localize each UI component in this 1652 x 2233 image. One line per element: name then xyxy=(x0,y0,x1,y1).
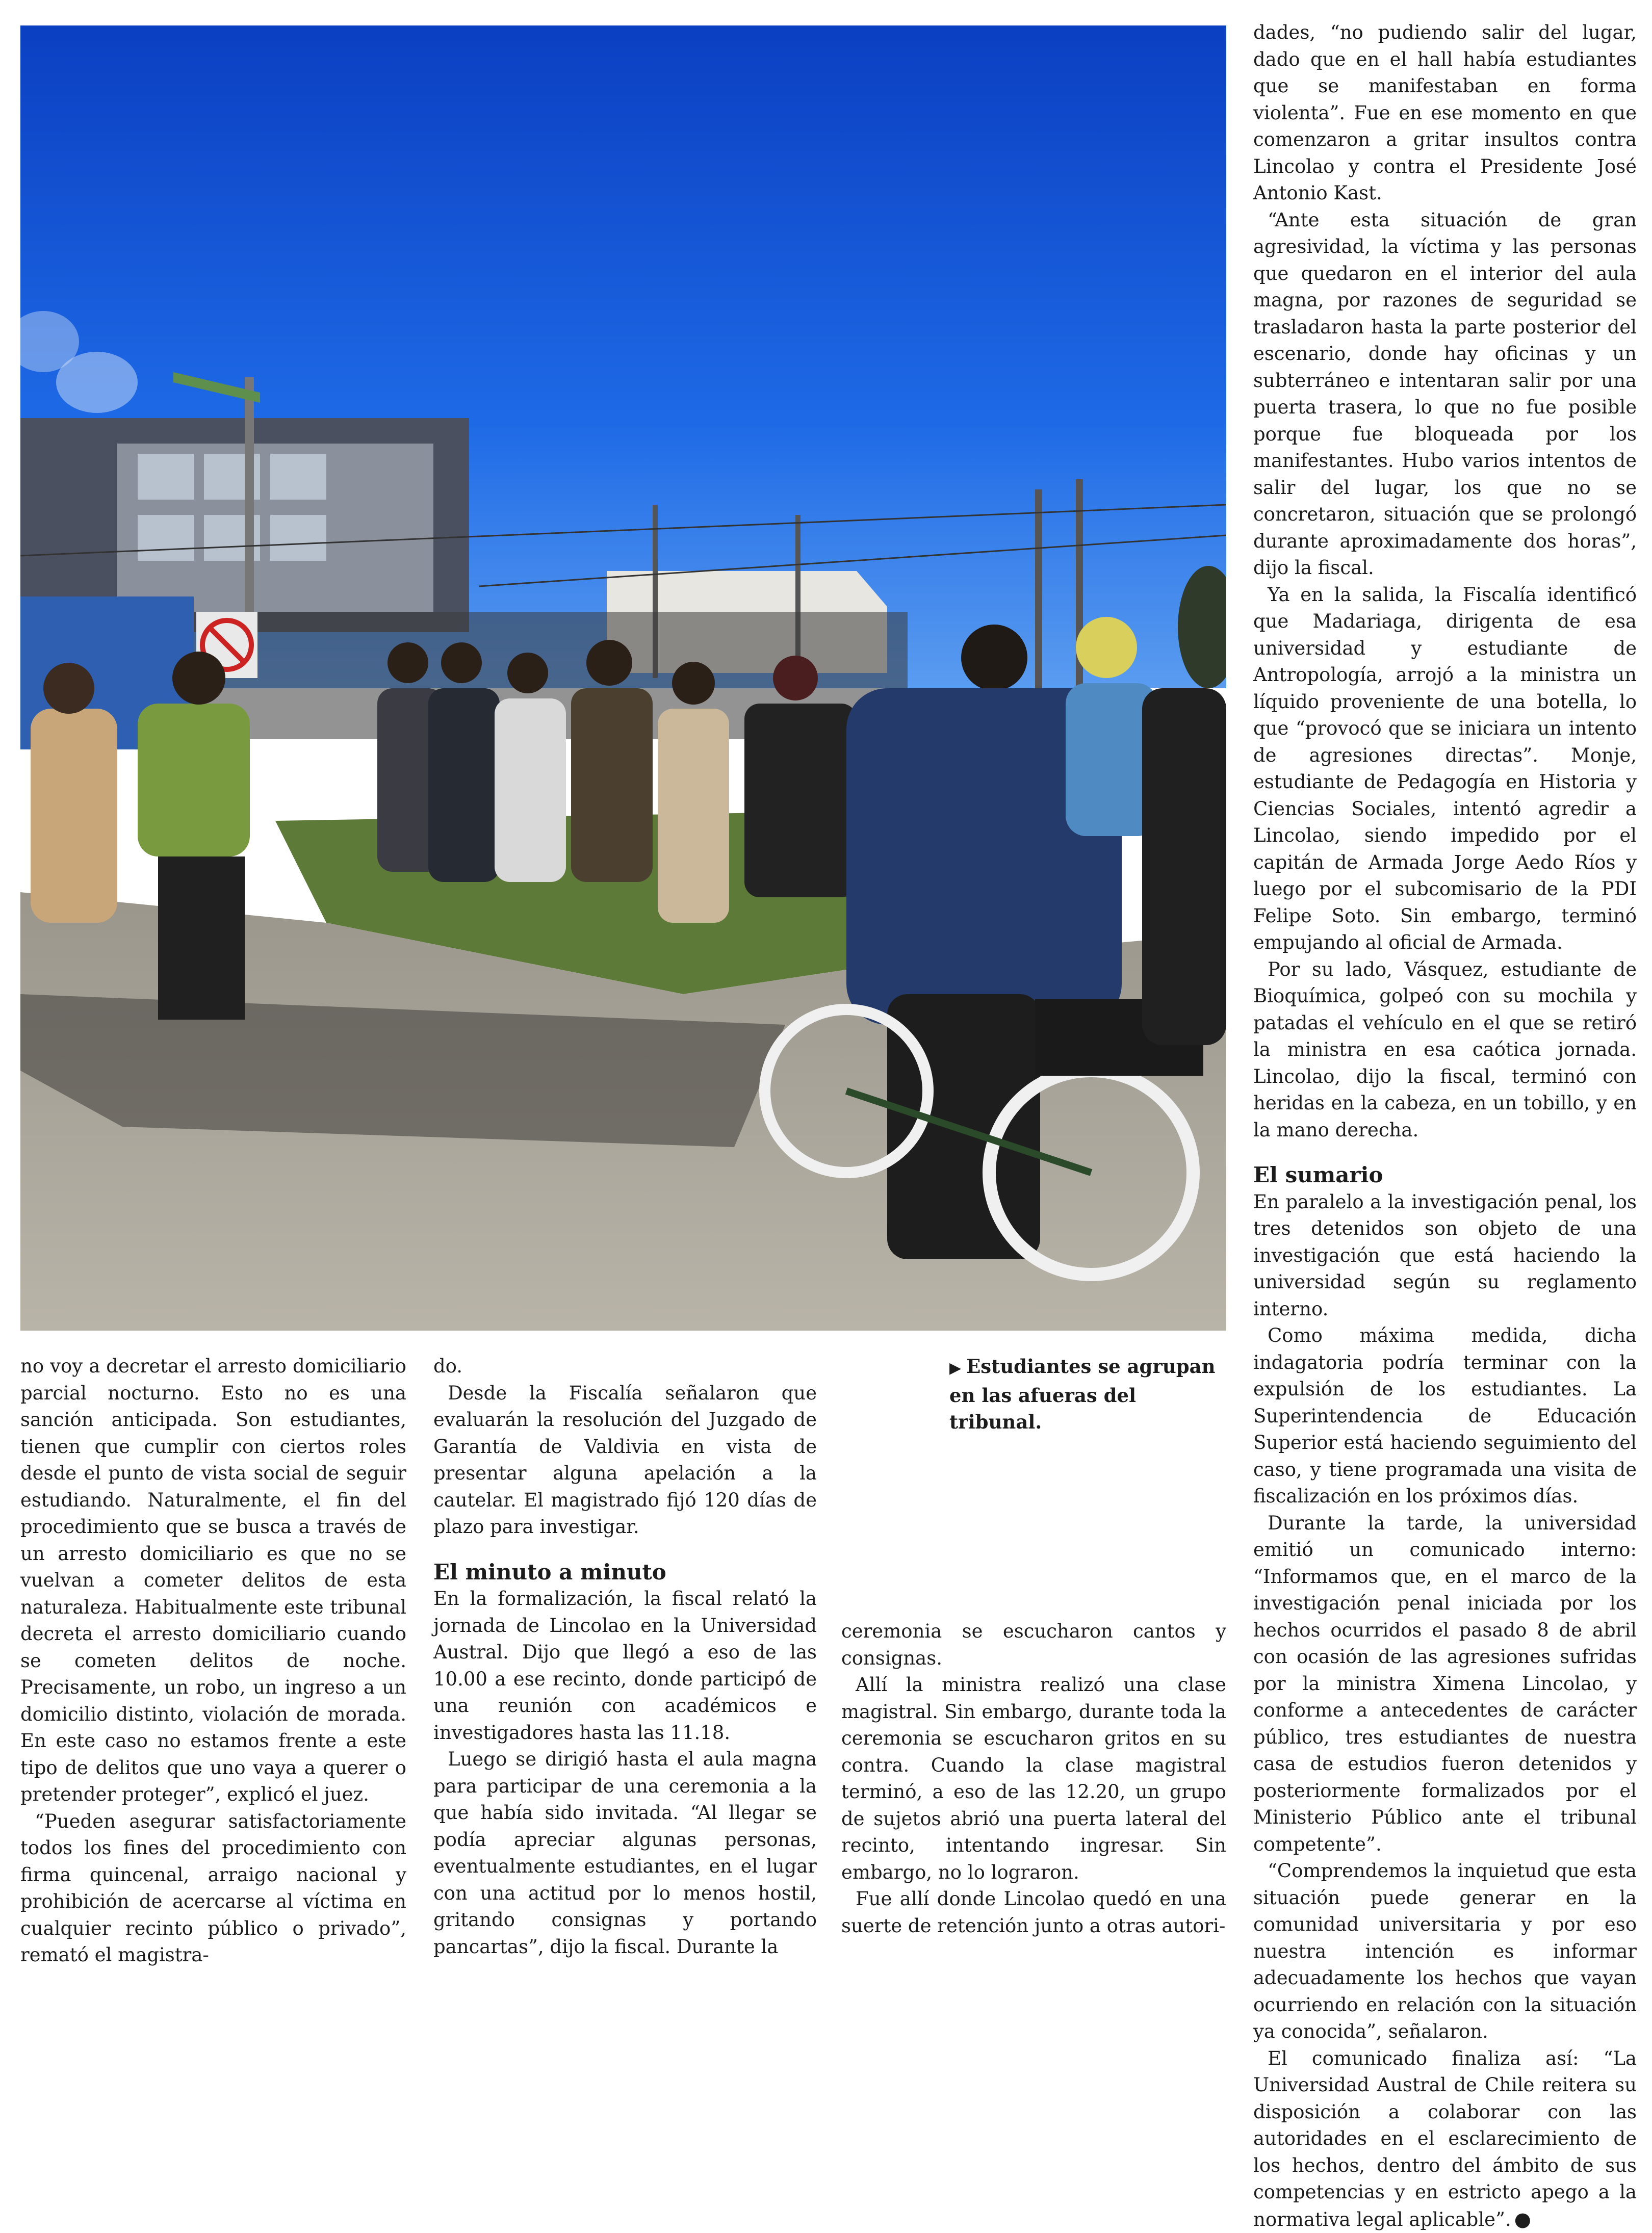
article-column-2 xyxy=(433,1353,817,1960)
paragraph: ceremonia se escucharon cantos y consignas. xyxy=(841,1618,1226,1672)
paragraph: Durante la tarde, la universidad emitió un comunicado interno: “Informamos que, en el marco de la investigación penal iniciada por los hechos ocurridos el pasado 8 de abril con ocasión de las agresiones sufridas por la ministra Ximena Lincolao, y conforme a antecedentes de carácter público, tres estudiantes de nuestra casa de estudios fueron detenidos y posteriormente formalizados por el Ministerio Público ante el tribunal competente”. xyxy=(1253,1510,1637,1858)
paragraph: do. xyxy=(433,1353,817,1380)
paragraph: Por su lado, Vásquez, estudiante de Bioquímica, golpeó con su mochila y patadas el vehículo en el que se retiró la ministra en esa caótica jornada. Lincolao, dijo la fiscal, terminó con heridas en la cabeza, en un tobillo, y en la mano derecha. xyxy=(1253,956,1637,1144)
paragraph: “Comprendemos la inquietud que esta situación puede generar en la comunidad universitaria y por eso nuestra intención es informar adecuadamente los hechos que vayan ocurriendo en relación con la situación ya conocida”, señalaron. xyxy=(1253,1858,1637,2045)
caption-arrow-icon: ▶ xyxy=(949,1359,961,1377)
article-column-4 xyxy=(1253,19,1637,2233)
end-of-article-icon: ● xyxy=(1514,2208,1531,2230)
paragraph: Desde la Fiscalía señalaron que evaluarán la resolución del Juzgado de Garantía de Valdivia en vista de presentar alguna apelación a la cautelar. El magistrado fijó 120 días de plazo para investigar. xyxy=(433,1380,817,1541)
closing-paragraph-text: El comunicado finaliza así: “La Universidad Austral de Chile reitera su disposición a colaborar con las autoridades en el esclarecimiento de los hechos, dentro del ámbito de sus competencias y en estricto apego a la normativa legal aplicable”. xyxy=(1253,2047,1637,2230)
paragraph: “Ante esta situación de gran agresividad, la víctima y las personas que quedaron en el interior del aula magna, por razones de seguridad se trasladaron hasta la parte posterior del escenario, donde hay oficinas y un subterráneo e intentaran salir por una puerta trasera, lo que no fue posible porque fue bloqueada por los manifestantes. Hubo varios intentos de salir del lugar, los que no se concretaron, situación que se prolongó durante aproximadamente dos horas”, dijo la fiscal. xyxy=(1253,207,1637,582)
paragraph: no voy a decretar el arresto domiciliario parcial nocturno. Esto no es una sanción anticipada. Son estudiantes, tienen que cumplir con ciertos roles desde el punto de vista social de seguir estudiando. Naturalmente, el fin del procedimiento que se busca a través de un arresto domiciliario es que no se vuelvan a cometer delitos de esta naturaleza. Habitualmente este tribunal decreta el arresto domiciliario cuando se cometen delitos de noche. Precisamente, un robo, un ingreso a un domicilio distinto, violación de morada. En este caso no estamos frente a este tipo de delitos que uno vaya a querer o pretender proteger”, explicó el juez. xyxy=(20,1353,406,1808)
news-photo xyxy=(20,25,1226,1331)
section-heading: El sumario xyxy=(1253,1162,1637,1189)
paragraph: Fue allí donde Lincolao quedó en una suerte de retención junto a otras autori- xyxy=(841,1886,1226,1939)
paragraph xyxy=(1253,2045,1637,2233)
paragraph: Como máxima medida, dicha indagatoria podría terminar con la expulsión de los estudiantes. La Superintendencia de Educación Superior está haciendo seguimiento del caso, y tiene programada una visita de fiscalización en los próximos días. xyxy=(1253,1322,1637,1510)
article-column-3 xyxy=(841,1618,1226,1939)
paragraph: Ya en la salida, la Fiscalía identificó que Madariaga, dirigenta de esa universidad y estudiante de Antropología, arrojó a la ministra un líquido proveniente de una botella, lo que “provocó que se iniciara un intento de agresiones directas”. Monje, estudiante de Pedagogía en Historia y Ciencias Sociales, intentó agredir a Lincolao, siendo impedido por el capitán de Armada Jorge Aedo Ríos y luego por el subcomisario de la PDI Felipe Soto. Sin embargo, terminó empujando al oficial de Armada. xyxy=(1253,582,1637,956)
section-heading: El minuto a minuto xyxy=(433,1559,817,1586)
paragraph: “Pueden asegurar satisfactoriamente todos los fines del procedimiento con firma quincenal, arraigo nacional y prohibición de acercarse al víctima en cualquier recinto público o privado”, remató el magistra- xyxy=(20,1808,406,1969)
paragraph: dades, “no pudiendo salir del lugar, dado que en el hall había estudiantes que se manifestaban en forma violenta”. Fue en ese momento en que comenzaron a gritar insultos contra Lincolao y contra el Presidente José Antonio Kast. xyxy=(1253,19,1637,207)
photo-caption xyxy=(949,1353,1225,1436)
paragraph: Allí la ministra realizó una clase magistral. Sin embargo, durante toda la ceremonia se escucharon gritos en su contra. Cuando la clase magistral terminó, a eso de las 12.20, un grupo de sujetos abrió una puerta lateral del recinto, intentando ingresar. Sin embargo, no lo lograron. xyxy=(841,1672,1226,1886)
photo-illustration xyxy=(20,25,1226,1331)
caption-text: Estudiantes se agrupan en las afueras del tribunal. xyxy=(949,1355,1216,1433)
article-column-1 xyxy=(20,1353,406,1969)
paragraph: En paralelo a la investigación penal, los tres detenidos son objeto de una investigación que está haciendo la universidad según su reglamento interno. xyxy=(1253,1189,1637,1323)
paragraph: Luego se dirigió hasta el aula magna para participar de una ceremonia a la que había sido invitada. “Al llegar se podía apreciar algunas personas, eventualmente estudiantes, en el lugar con una actitud por lo menos hostil, gritando consignas y portando pancartas”, dijo la fiscal. Durante la xyxy=(433,1746,817,1960)
paragraph: En la formalización, la fiscal relató la jornada de Lincolao en la Universidad Austral. Dijo que llegó a eso de las 10.00 a ese recinto, donde participó de una reunión con académicos e investigadores hasta las 11.18. xyxy=(433,1586,817,1746)
